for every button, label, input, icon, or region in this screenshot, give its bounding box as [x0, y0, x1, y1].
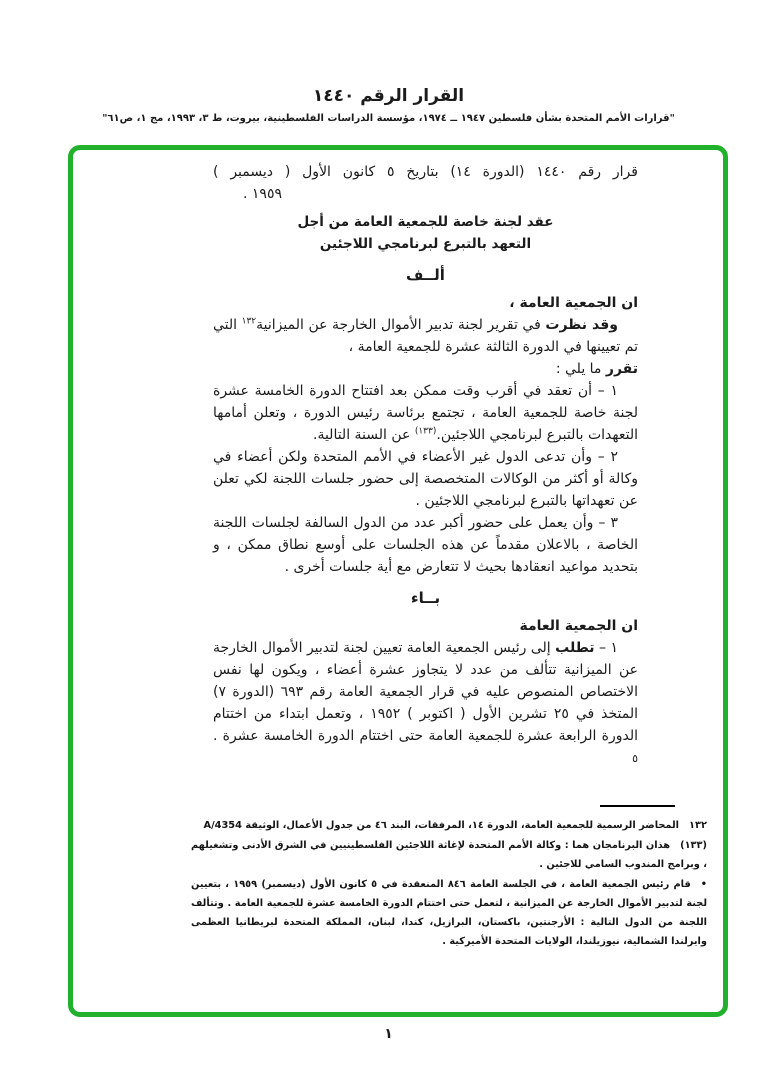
- item-b-1-lead: تطلب: [555, 640, 595, 656]
- considered-body: في تقرير لجنة تدبير الأموال الخارجة عن الميزانية: [256, 317, 546, 333]
- footnote-133: [191, 836, 707, 874]
- resolution-subject-line1: عقد لجنة خاصة للجمعية العامة من أجل: [297, 214, 554, 230]
- item-a-3: ٣ – وأن يعمل على حضور أكبر عدد من الدول السالفة لجلسات اللجنة الخاصة ، بالاعلان مقدماً عن هذه الجلسات على أوسع نطاق ممكن ، و بتحديد مواعيد انعقادها بحيث لا تتعارض مع أية جلسات أخرى .: [213, 515, 638, 575]
- footnote-ref-133: (١٣٣): [414, 426, 437, 437]
- item-a-1-tail: عن السنة التالية.: [313, 427, 415, 443]
- footnote-133-text: هذان البرنامجان هما : وكالة الأمم المتحدة لإغاثة اللاجئين الفلسطينيين في الشرق الأدنى وتشغيلهم ، وبرامج المندوب السامي للاجئين .: [191, 840, 707, 870]
- page-number: ١: [384, 1026, 393, 1042]
- document-header: [0, 86, 777, 124]
- footnote-133-marker: (١٣٣): [680, 840, 707, 851]
- item-a-2: ٢ – وأن تدعى الدول غير الأعضاء في الأمم المتحدة ولكن أعضاء في وكالة أو أكثر من الوكالات المتخصصة إلى حضور جلسات اللجنة لكي تعلن عن تعهداتها بالتبرع لبرنامجي اللاجئين .: [213, 449, 638, 509]
- considered-tail: التي تم تعيينها في الدورة الثالثة عشرة للجمعية العامة ،: [213, 317, 638, 355]
- resolution-heading-line1: قرار رقم ١٤٤٠ (الدورة ١٤) بتاريخ ٥ كانون الأول ( ديسمبر ): [213, 164, 638, 180]
- decides-lead: تقرر: [605, 361, 638, 377]
- resolution-text: [213, 161, 638, 770]
- footnote-bullet-text: قام رئيس الجمعية العامة ، في الجلسة العامة ٨٤٦ المنعقدة في ٥ كانون الأول (ديسمبر) ١٩٥٩ ، بتعيين لجنة لتدبير الأموال الخارجة عن الميزانية ، لتعمل حتى اختتام الدورة الخامسة عشرة للجمعية العامة . وتتألف اللجنة من الدول التالية : الأرجنتين، باكستان، البرازيل، كندا، لبنان، المملكة المتحدة لبريطانيا العظمى وايرلندا الشمالية، نيوزيلندا، الولايات المتحدة الأميركية .: [191, 879, 707, 947]
- considered-lead: وقد نظرت: [545, 317, 619, 333]
- decides-tail: ما يلي :: [555, 361, 606, 377]
- asterisk-ref-mark: ٥: [632, 752, 638, 765]
- footnote-ref-132: ١٣٢: [241, 316, 257, 327]
- item-a-1: [213, 380, 638, 446]
- paragraph-considered: [213, 314, 638, 358]
- footnote-132-text: المحاضر الرسمية للجمعية العامة، الدورة ١٤، المرفقات، البند ٤٦ من جدول الأعمال، الوثيقة A/4354: [203, 820, 680, 831]
- item-a-1-body: ١ – أن تعقد في أقرب وقت ممكن بعد افتتاح الدورة الخامسة عشرة لجنة خاصة للجمعية العامة ، تجتمع برئاسة رئيس الدورة ، وتعلن أمامها التعهدات بالتبرع لبرنامجي اللاجئين.: [213, 383, 638, 443]
- section-b-label: بــاء: [410, 589, 441, 607]
- resolution-subject-line2: التعهد بالتبرع لبرنامجي اللاجئين: [319, 236, 532, 252]
- page-title: القرار الرقم ١٤٤٠: [312, 86, 465, 106]
- footnote-132: [191, 816, 707, 835]
- resolution-heading-date: ١٩٥٩ .: [243, 186, 282, 202]
- highlight-border-box: [68, 145, 728, 1017]
- footnote-divider-rule: [600, 805, 675, 807]
- section-a-opening: ان الجمعية العامة ،: [509, 295, 638, 311]
- item-b-1: [213, 637, 638, 770]
- section-b-opening: ان الجمعية العامة: [519, 618, 638, 634]
- paragraph-decides: [213, 358, 638, 380]
- footnote-bullet: [191, 875, 707, 951]
- item-b-1-body: إلى رئيس الجمعية العامة تعيين لجنة لتدبير الأموال الخارجة عن الميزانية تتألف من عدد لا يتجاوز عشرة أعضاء ، ويكون لها نفس الاختصاص المنصوص عليه في قرار الجمعية العامة رقم ٦٩٣ (الدورة ٧) المتخذ في ٢٥ تشرين الأول ( اكتوبر ) ١٩٥٢ ، وتعمل ابتداء من اختتام الدورة الرابعة عشرة للجمعية العامة حتى اختتام الدورة الخامسة عشرة .: [213, 640, 638, 744]
- footnotes-block: [191, 816, 707, 952]
- section-a-label: ألــف: [406, 266, 445, 284]
- source-citation: "قرارات الأمم المتحدة بشأن فلسطين ١٩٤٧ ــ ١٩٧٤، مؤسسة الدراسات الفلسطينية، بيروت، ط ٣، ١٩٩٣، مج ١، ص٦١": [102, 113, 675, 124]
- item-b-1-number: ١ –: [594, 640, 619, 656]
- bullet-icon: •: [700, 879, 708, 890]
- footnote-132-marker: ١٣٢: [689, 820, 707, 831]
